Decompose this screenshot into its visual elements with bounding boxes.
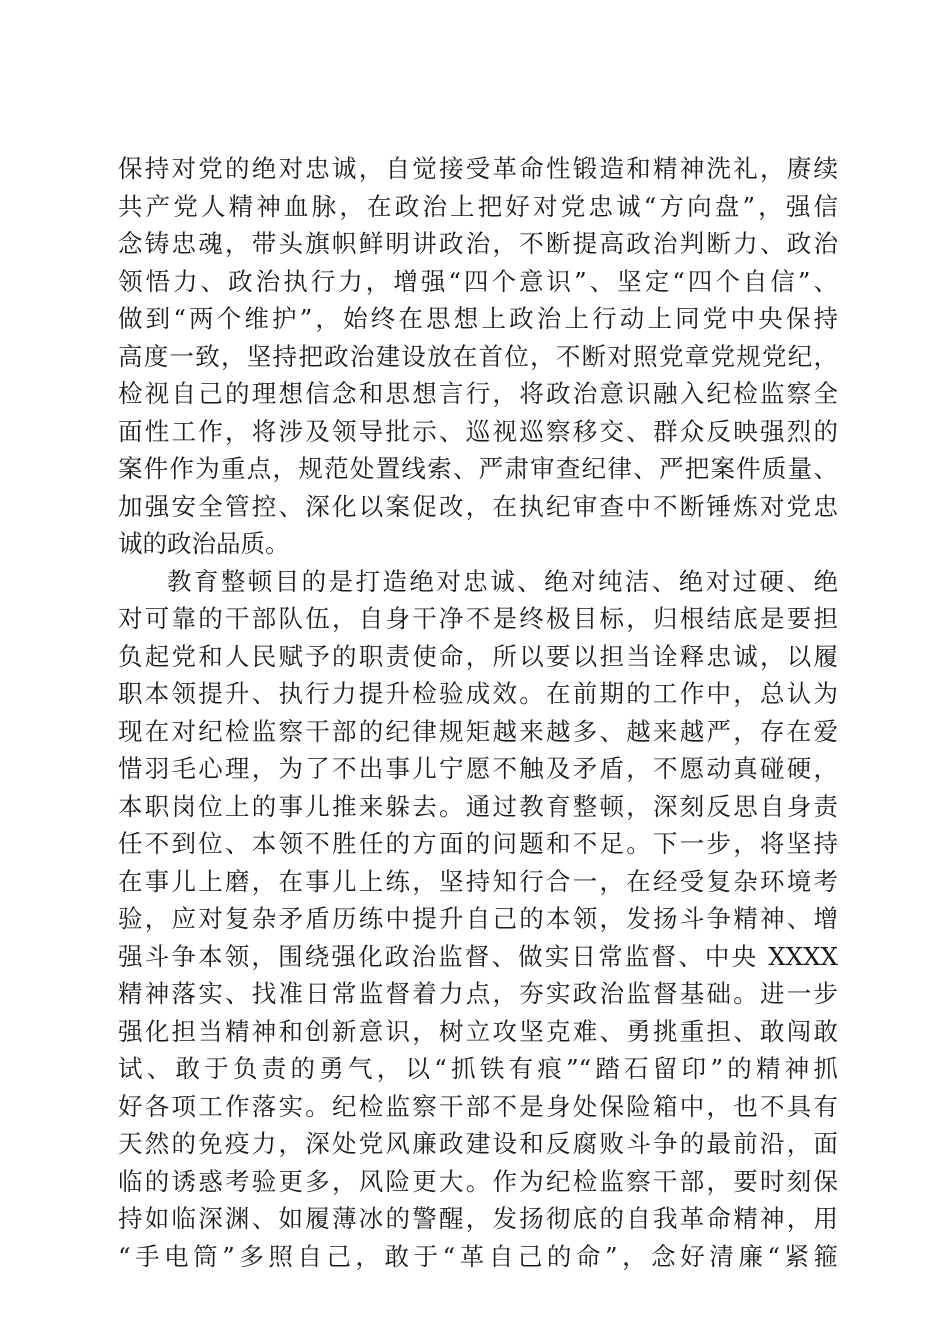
text-line: 本职岗位上的事儿推来躲去。通过教育整顿，深刻反思自身责 xyxy=(118,791,838,821)
text-line: 面性工作，将涉及领导批示、巡视巡察移交、群众反映强烈的 xyxy=(118,416,838,446)
text-line: 强化担当精神和创新意识，树立攻坚克难、勇挑重担、敢闯敢 xyxy=(118,1016,838,1046)
text-line: “手电筒”多照自己，敢于“革自己的命”，念好清廉“紧箍 xyxy=(118,1241,838,1271)
text-line: 领悟力、政治执行力，增强“四个意识”、坚定“四个自信”、 xyxy=(118,266,838,296)
paragraph-1 xyxy=(118,150,838,563)
text-line: 临的诱惑考验更多，风险更大。作为纪检监察干部，要时刻保 xyxy=(118,1166,838,1196)
text-line: 持如临深渊、如履薄冰的警醒，发扬彻底的自我革命精神，用 xyxy=(118,1204,838,1233)
text-line: 教育整顿目的是打造绝对忠诚、绝对纯洁、绝对过硬、绝 xyxy=(167,566,838,596)
text-line: 共产党人精神血脉，在政治上把好对党忠诚“方向盘”，强信 xyxy=(118,191,838,221)
paragraph-2 xyxy=(118,563,838,1276)
text-line: 现在对纪检监察干部的纪律规矩越来越多、越来越严，存在爱 xyxy=(118,716,838,746)
text-line: 诚的政治品质。 xyxy=(118,529,290,558)
text-line: 负起党和人民赋予的职责使命，所以要以担当诠释忠诚，以履 xyxy=(118,641,838,671)
text-line: 任不到位、本领不胜任的方面的问题和不足。下一步，将坚持 xyxy=(118,829,838,858)
text-line: 高度一致，坚持把政治建设放在首位，不断对照党章党规党纪， xyxy=(118,341,838,371)
text-line: 加强安全管控、深化以案促改，在执纪审查中不断锤炼对党忠 xyxy=(118,491,838,521)
text-line: 念铸忠魂，带头旗帜鲜明讲政治，不断提高政治判断力、政治 xyxy=(118,229,838,258)
text-line: 职本领提升、执行力提升检验成效。在前期的工作中，总认为 xyxy=(118,679,838,708)
text-line: 强斗争本领，围绕强化政治监督、做实日常监督、中央 XXXX xyxy=(118,941,838,971)
text-line: 在事儿上磨，在事儿上练，坚持知行合一，在经受复杂环境考 xyxy=(118,866,838,896)
text-line: 试、敢于负责的勇气，以“抓铁有痕”“踏石留印”的精神抓 xyxy=(118,1054,838,1083)
text-line: 验，应对复杂矛盾历练中提升自己的本领，发扬斗争精神、增 xyxy=(118,904,838,933)
text-line: 对可靠的干部队伍，自身干净不是终极目标，归根结底是要担 xyxy=(118,604,838,633)
text-line: 好各项工作落实。纪检监察干部不是身处保险箱中，也不具有 xyxy=(118,1091,838,1121)
body-text xyxy=(118,150,838,1275)
text-line: 精神落实、找准日常监督着力点，夯实政治监督基础。进一步 xyxy=(118,979,838,1008)
text-line: 做到“两个维护”，始终在思想上政治上行动上同党中央保持 xyxy=(118,304,838,333)
text-line: 惜羽毛心理，为了不出事儿宁愿不触及矛盾，不愿动真碰硬， xyxy=(118,754,838,783)
text-line: 保持对党的绝对忠诚，自觉接受革命性锻造和精神洗礼，赓续 xyxy=(118,154,838,183)
text-line: 检视自己的理想信念和思想言行，将政治意识融入纪检监察全 xyxy=(118,379,838,408)
text-line: 天然的免疫力，深处党风廉政建设和反腐败斗争的最前沿，面 xyxy=(118,1129,838,1158)
text-line: 案件作为重点，规范处置线索、严肃审查纪律、严把案件质量、 xyxy=(118,454,838,483)
